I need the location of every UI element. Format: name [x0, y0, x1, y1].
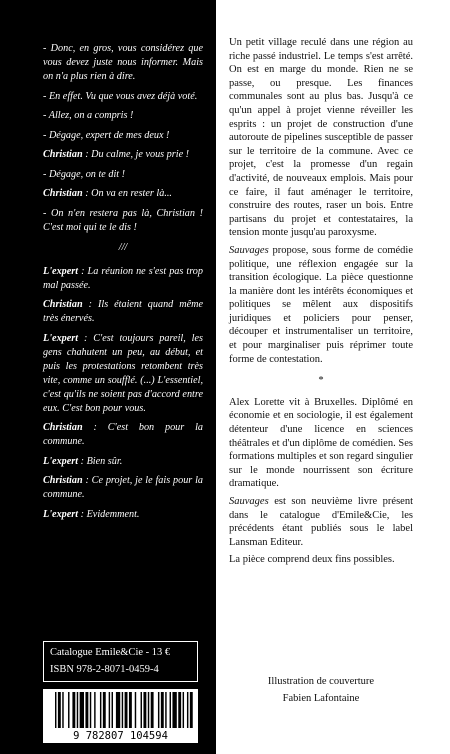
barcode-bar	[143, 692, 146, 728]
barcode-bar	[77, 692, 78, 728]
barcode-bar	[100, 692, 101, 728]
book-title: Sauvages	[229, 496, 269, 507]
dialogue-line: - Dégage, on te dit !	[43, 168, 126, 180]
illustrator-name: Fabien Lafontaine	[282, 693, 360, 704]
dialogue-line: - Dégage, expert de mes deux !	[43, 129, 170, 141]
barcode-digits: 9 782807 104594	[73, 730, 168, 742]
summary-text	[229, 36, 413, 571]
book-title: Sauvages	[229, 244, 269, 256]
speaker-name: Christian	[43, 475, 83, 486]
barcode-graphic	[43, 689, 198, 743]
barcode	[43, 689, 198, 743]
dialogue-line: - En effet. Vu que vous avez déjà voté.	[43, 90, 198, 102]
dialogue-line: Christian : On va en rester là...	[43, 188, 172, 199]
barcode-bar	[178, 692, 181, 728]
barcode-bar	[68, 692, 69, 728]
isbn: ISBN 978-2-8071-0459-4	[50, 664, 159, 675]
barcode-bar	[161, 692, 164, 728]
speaker-name: Christian	[43, 149, 83, 160]
cover-credits	[229, 673, 413, 707]
dialogue-line: Christian : Ce projet, je le fais pour la commune.	[43, 475, 203, 500]
barcode-bar	[122, 692, 123, 728]
speaker-name: L'expert	[43, 332, 79, 344]
speaker-name: Christian	[43, 188, 83, 199]
dialogue-excerpt	[43, 42, 203, 527]
dialogue-panel	[0, 0, 216, 754]
dialogue-line: Christian : Ils étaient quand même très énervés.	[43, 299, 203, 324]
barcode-bar	[80, 692, 84, 728]
barcode-bar	[94, 692, 95, 728]
scene-separator: ///	[118, 241, 128, 253]
barcode-bar	[158, 692, 159, 728]
barcode-bar	[141, 692, 142, 728]
barcode-bar	[183, 692, 184, 728]
speaker-name: Christian	[43, 299, 83, 310]
barcode-bar	[148, 692, 149, 728]
barcode-bar	[172, 692, 176, 728]
section-separator: *	[318, 375, 324, 387]
barcode-bar	[187, 692, 188, 728]
dialogue-line: L'expert : La réunion ne s'est pas trop mal passée.	[43, 265, 203, 291]
speaker-name: L'expert	[43, 455, 79, 467]
dialogue-line: L'expert : Evidemment.	[43, 508, 140, 520]
summary-paragraph: Un petit village reculé dans une région au riche passé industriel. Le temps s'est arrêté. On est en marge du monde. Rien ne se passe, ou presque. Les finances communales sont au plus bas. Jusqu'à ce qu'un appel à projet vienne réveiller les esprits : un projet de construction d'une autoroute de pipelines susceptible de passer sur le territoire de la commune. Avec ce projet, c'est la promesse d'un regain d'activité, de nouveaux emplois. Mais pour ce faire, il faut aménager le territoire, construire des routes, raser un bois. Entre partisans du projet et contestataires, la tension monte jusqu'au paroxysme.	[229, 37, 413, 239]
dialogue-line: Christian : C'est bon pour la commune.	[43, 422, 203, 447]
catalogue-price: Catalogue Emile&Cie - 13 €	[50, 647, 171, 658]
credits-label: Illustration de couverture	[267, 676, 375, 687]
catalogue-box	[43, 641, 198, 682]
barcode-bar	[72, 692, 75, 728]
dialogue-line: L'expert : C'est toujours pareil, les gens chahutent un peu, au début, et puis les protestations retombent très vite, comme un soufflé. (...) L'essentiel, c'est qu'ils ne soient pas d'accord entre eux. C'est bon pour vous.	[43, 332, 203, 414]
barcode-bar	[109, 692, 110, 728]
dialogue-line: Christian : Du calme, je vous prie !	[43, 149, 190, 160]
barcode-bar	[116, 692, 120, 728]
barcode-bar	[151, 692, 154, 728]
summary-paragraph: Sauvages propose, sous forme de comédie politique, une réflexion engagée sur la transition écologique. La pièce questionne la manière dont les intérêts économiques et politiques se mêlent aux dispositifs juridiques et policiers pour penser, découper et instrumentaliser un territoire, et pour marginaliser puis réprimer toute forme de contestation.	[229, 244, 413, 365]
barcode-bar	[170, 692, 171, 728]
barcode-bar	[112, 692, 113, 728]
summary-paragraph: Sauvages est son neuvième livre présent dans le catalogue d'Emile&Cie, les précédents étant publiés sous le label Lansman Editeur.	[229, 496, 413, 548]
barcode-bar	[129, 692, 132, 728]
dialogue-line: L'expert : Bien sûr.	[43, 455, 123, 467]
barcode-bar	[62, 692, 63, 728]
barcode-bar	[90, 692, 91, 728]
barcode-bar	[55, 692, 56, 728]
barcode-bar	[125, 692, 128, 728]
barcode-bar	[103, 692, 106, 728]
dialogue-line: - Donc, en gros, vous considérez que vous devez juste nous informer. Mais on n'a plus rien à dire.	[43, 43, 203, 82]
speaker-name: L'expert	[43, 265, 79, 277]
barcode-bar	[190, 692, 193, 728]
barcode-bar	[85, 692, 88, 728]
dialogue-line: - On n'en restera pas là, Christian ! C'est moi qui te le dis !	[43, 207, 203, 233]
barcode-bar	[58, 692, 61, 728]
dialogue-line: - Allez, on a compris !	[43, 110, 134, 121]
speaker-name: L'expert	[43, 508, 79, 520]
speaker-name: Christian	[43, 422, 83, 433]
barcode-bar	[135, 692, 136, 728]
author-bio: Alex Lorette vit à Bruxelles. Diplômé en économie et en sociologie, il est également détenteur d'une licence en sciences théâtrales et d'un diplôme de comédien. Ses formations multiples et son regard singulier sur le monde nourrissent son écriture dramatique.	[229, 396, 413, 490]
barcode-bar	[165, 692, 166, 728]
summary-paragraph: La pièce comprend deux fins possibles.	[229, 554, 395, 566]
